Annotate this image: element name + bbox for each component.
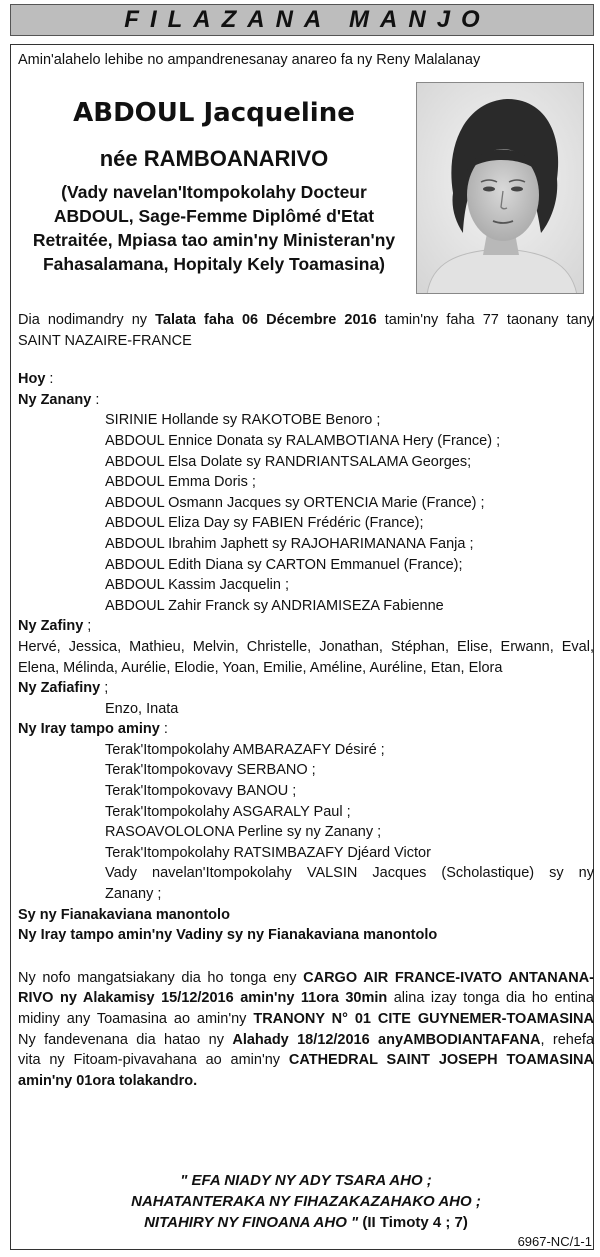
family-line: Ny Iray tampo amin'ny Vadiny sy ny Fianakaviana manontolo [18,927,438,944]
death-place: SAINT NAZAIRE-FRANCE [18,332,192,349]
notice-body [18,310,594,1091]
death-date: Talata faha 06 Décembre 2016 [155,312,377,328]
arrangement-line: midiny any Toamasina ao amin'ny TRANONY N° 01 CITE GUYNEMER-TOAMASINA [18,1011,595,1027]
sibling-item: Terak'Itompokolahy RATSIMBAZAFY Djéard Victor [105,844,431,861]
notice-header [10,4,594,36]
child-item: ABDOUL Kassim Jacquelin ; [105,577,290,594]
child-item: ABDOUL Emma Doris ; [105,474,256,491]
portrait-photo [416,82,584,294]
arrangement-line: vita ny Fitoam-pivavahana ao amin'ny CATHEDRAL SAINT JOSEPH TOAMASINA [18,1052,594,1069]
notice-code: 6967-NC/1-1 [517,1234,592,1249]
child-item: ABDOUL Ennice Donata sy RALAMBOTIANA Hery (France) ; [105,432,501,449]
child-item: ABDOUL Eliza Day sy FABIEN Frédéric (France); [105,515,424,532]
quote-line: " EFA NIADY NY ADY TSARA AHO ; [180,1172,432,1189]
child-item: ABDOUL Zahir Franck sy ANDRIAMISEZA Fabienne [105,597,444,614]
child-item: ABDOUL Osmann Jacques sy ORTENCIA Marie (France) ; [105,494,485,511]
grandchildren-line: Elena, Mélinda, Aurélie, Elodie, Yoan, Emilie, Améline, Auréline, Etan, Elora [18,659,503,676]
description-line: Retraitée, Mpiasa tao amin'ny Ministeran'ny [32,230,396,250]
sibling-item: Terak'Itompokovavy BANOU ; [105,783,297,800]
sibling-item: RASOAVOLOLONA Perline sy ny Zanany ; [105,824,382,841]
child-item: SIRINIE Hollande sy RAKOTOBE Benoro ; [105,412,381,429]
intro-text: Amin'alahelo lehibe no ampandrenesanay anareo fa ny Reny Malalanay [18,52,481,68]
bible-quote [18,1170,594,1233]
quote-reference: (II Timoty 4 ; 7) [358,1214,468,1231]
arrangement-line: Ny nofo mangatsiakany dia ho tonga eny CARGO AIR FRANCE-IVATO ANTANANA- [18,969,594,986]
death-announcement-line: Dia nodimandry ny Talata faha 06 Décembre 2016 tamin'ny faha 77 taonany tany [18,312,595,328]
arrangement-line: amin'ny 01ora tolakandro. [18,1072,198,1089]
great-grandchildren-label-line: Ny Zafiafiny ; [18,680,109,697]
portrait-illustration [417,83,584,294]
siblings-label-line: Ny Iray tampo aminy : [18,721,168,738]
child-item: ABDOUL Edith Diana sy CARTON Emmanuel (France); [105,556,463,573]
sibling-item: Terak'Itompokolahy ASGARALY Paul ; [105,803,351,820]
child-item: ABDOUL Ibrahim Japhett sy RAJOHARIMANANA Fanja ; [105,535,474,552]
quote-line: NAHATANTERAKA NY FIHAZAKAZAHAKO AHO ; [131,1193,481,1210]
quote-line: NITAHIRY NY FINOANA AHO " (II Timoty 4 ; 7) [144,1214,468,1231]
great-grandchildren-names: Enzo, Inata [105,700,179,717]
arrangement-line: RIVO ny Alakamisy 15/12/2016 amin'ny 11ora 30min alina izay tonga dia ho entina [18,990,594,1007]
arrangement-line: Ny fandevenana dia hatao ny Alahady 18/12/2016 anyAMBODIANTAFANA, rehefa [18,1031,595,1048]
hoy-label-line: Hoy : [18,371,54,388]
sibling-item-continued: Zanany ; [105,886,162,903]
deceased-maiden-name: née RAMBOANARIVO [99,146,329,171]
description-line: ABDOUL, Sage-Femme Diplômé d'Etat [53,206,375,226]
description-line: Fahasalamana, Hopitaly Kely Toamasina) [42,254,386,274]
sibling-item: Vady navelan'Itompokolahy VALSIN Jacques (Scholastique) sy ny [105,865,594,882]
family-line: Sy ny Fianakaviana manontolo [18,906,230,923]
sibling-item: Terak'Itompokovavy SERBANO ; [105,762,316,779]
description-line: (Vady navelan'Itompokolahy Docteur [61,182,367,202]
grandchildren-label-line: Ny Zafiny ; [18,618,92,635]
children-label-line: Ny Zanany : [18,391,100,408]
notice-title: FILAZANA MANJO [124,6,491,33]
grandchildren-line: Hervé, Jessica, Mathieu, Melvin, Christelle, Jonathan, Stéphan, Elise, Erwann, Eval, [18,638,594,655]
sibling-item: Terak'Itompokolahy AMBARAZAFY Désiré ; [105,741,385,758]
child-item: ABDOUL Elsa Dolate sy RANDRIANTSALAMA Georges; [105,453,472,470]
deceased-name: ABDOUL Jacqueline [73,98,355,128]
deceased-description [18,180,410,276]
